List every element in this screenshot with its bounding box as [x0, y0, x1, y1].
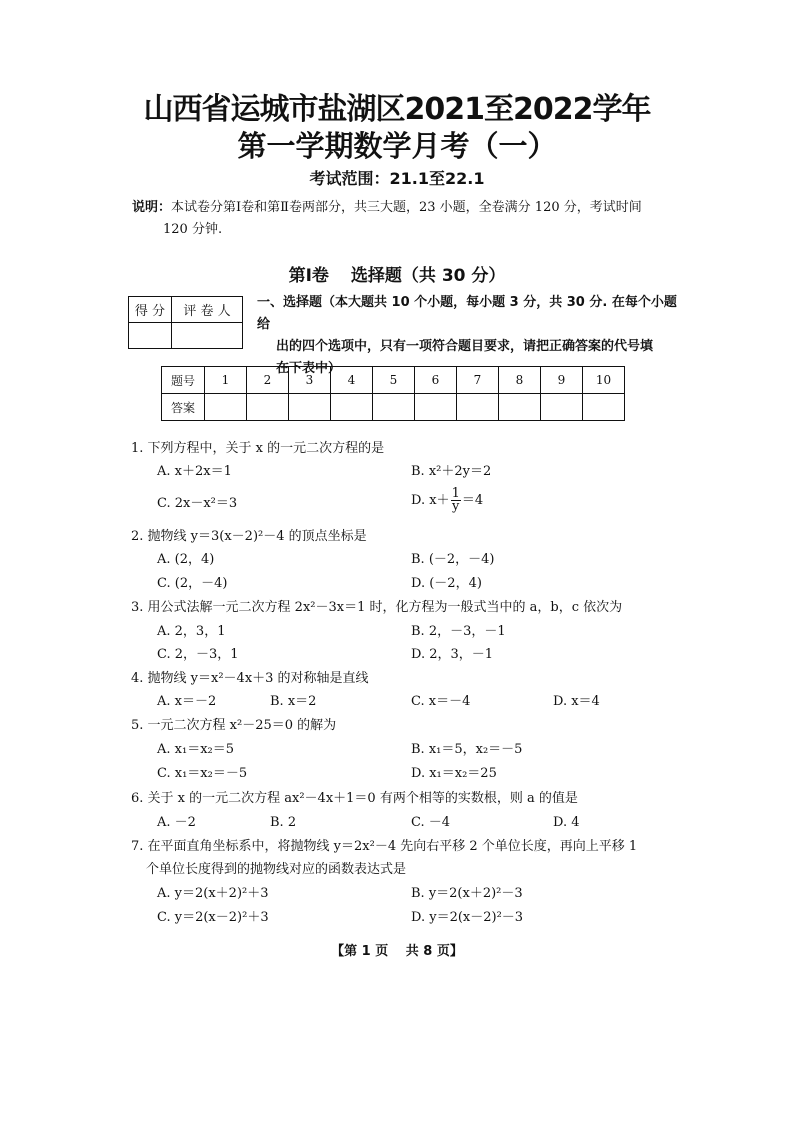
question-7-option-a: A. y＝2(x＋2)²＋3: [157, 886, 269, 901]
answer-cell[interactable]: [499, 394, 541, 421]
answer-cell[interactable]: [457, 394, 499, 421]
question-1-option-d: [411, 488, 483, 513]
question-7-stem-line1: 7. 在平面直角坐标系中，将抛物线 y＝2x²－4 先向右平移 2 个单位长度，再向上平移 1: [131, 839, 638, 854]
question-2-option-d: D. (－2，4): [411, 576, 482, 591]
question-7-option-d: D. y＝2(x－2)²－3: [411, 910, 524, 925]
question-4-option-b: B. x＝2: [270, 694, 317, 709]
exam-note: [132, 197, 672, 241]
answer-table-number-label: 题号: [162, 367, 205, 394]
question-3-stem: 3. 用公式法解一元二次方程 2x²－3x＝1 时，化方程为一般式当中的 a，b，c 依次为: [131, 600, 623, 615]
question-1-option-c: C. 2x－x²＝3: [157, 496, 238, 511]
question-4-option-a: A. x＝－2: [157, 694, 217, 709]
question-3-option-c: C. 2，－3，1: [157, 647, 239, 662]
question-3-option-a: A. 2，3，1: [157, 624, 226, 639]
question-7-stem-line2: 个单位长度得到的抛物线对应的函数表达式是: [146, 862, 407, 877]
answer-table-number: 3: [289, 367, 331, 394]
answer-cell[interactable]: [331, 394, 373, 421]
instructions-line1: 一、选择题（本大题共 10 个小题，每小题 3 分，共 30 分. 在每个小题给: [257, 295, 677, 332]
answer-table-number: 7: [457, 367, 499, 394]
question-6-option-b: B. 2: [270, 815, 297, 830]
answer-table-number: 5: [373, 367, 415, 394]
question-1-option-d-prefix: D. x＋: [411, 493, 450, 508]
page-footer: 【第 1 页 共 8 页】: [331, 944, 463, 959]
fraction-numerator: 1: [451, 486, 460, 501]
score-box: [128, 296, 243, 349]
note-label: 说明：: [132, 200, 172, 215]
question-4-option-c: C. x＝－4: [411, 694, 471, 709]
question-4-option-d: D. x＝4: [553, 694, 600, 709]
question-6-option-d: D. 4: [553, 815, 580, 830]
answer-cell[interactable]: [415, 394, 457, 421]
answer-table-number: 1: [205, 367, 247, 394]
question-2-option-b: B. (－2，－4): [411, 552, 495, 567]
grader-label: 评 卷 人: [172, 297, 243, 323]
question-1-option-b: B. x²＋2y＝2: [411, 464, 492, 479]
section1-title-b: 选择题（共 30 分）: [350, 266, 506, 286]
section1-heading: [0, 261, 794, 286]
answer-table-number: 9: [541, 367, 583, 394]
answer-cell[interactable]: [373, 394, 415, 421]
answer-table-number: 2: [247, 367, 289, 394]
question-2-stem: 2. 抛物线 y＝3(x－2)²－4 的顶点坐标是: [131, 529, 367, 544]
exam-title-line1: 山西省运城市盐湖区2021至2022学年: [143, 92, 651, 127]
answer-cell[interactable]: [289, 394, 331, 421]
question-1-option-a: A. x＋2x＝1: [157, 464, 232, 479]
question-5-option-d: D. x₁＝x₂＝25: [411, 766, 497, 781]
instructions-line3: 在下表中）: [276, 361, 342, 376]
answer-table-number: 6: [415, 367, 457, 394]
answer-cell[interactable]: [541, 394, 583, 421]
instructions-line2: 出的四个选项中，只有一项符合题目要求，请把正确答案的代号填: [276, 339, 654, 354]
note-line1: 本试卷分第Ⅰ卷和第Ⅱ卷两部分，共三大题，23 小题，全卷满分 120 分，考试时间: [171, 200, 642, 215]
answer-cell[interactable]: [247, 394, 289, 421]
question-6-option-a: A. －2: [157, 815, 196, 830]
question-5-option-a: A. x₁＝x₂＝5: [157, 742, 235, 757]
question-3-option-b: B. 2，－3，－1: [411, 624, 506, 639]
score-label: 得 分: [129, 297, 172, 323]
question-4-stem: 4. 抛物线 y＝x²－4x＋3 的对称轴是直线: [131, 671, 369, 686]
answer-table-number: 8: [499, 367, 541, 394]
question-1-option-d-suffix: ＝4: [461, 493, 484, 508]
question-3-option-d: D. 2，3，－1: [411, 647, 494, 662]
score-cell[interactable]: [129, 323, 172, 349]
answer-cell[interactable]: [583, 394, 625, 421]
question-7-option-c: C. y＝2(x－2)²＋3: [157, 910, 269, 925]
answer-table-number: 4: [331, 367, 373, 394]
answer-table: [161, 366, 625, 421]
question-1-stem: 1. 下列方程中，关于 x 的一元二次方程的是: [131, 441, 385, 456]
question-5-stem: 5. 一元二次方程 x²－25＝0 的解为: [131, 718, 337, 733]
answer-table-answer-label: 答案: [162, 394, 205, 421]
note-line2: 120 分钟.: [163, 222, 223, 237]
section1-title-a: 第Ⅰ卷: [288, 266, 329, 286]
grader-cell[interactable]: [172, 323, 243, 349]
question-7-option-b: B. y＝2(x＋2)²－3: [411, 886, 523, 901]
answer-table-number: 10: [583, 367, 625, 394]
answer-cell[interactable]: [205, 394, 247, 421]
question-6-stem: 6. 关于 x 的一元二次方程 ax²－4x＋1＝0 有两个相等的实数根，则 a 的值是: [131, 791, 578, 806]
question-5-option-c: C. x₁＝x₂＝－5: [157, 766, 248, 781]
question-2-option-a: A. (2，4): [157, 552, 215, 567]
question-2-option-c: C. (2，－4): [157, 576, 228, 591]
question-6-option-c: C. －4: [411, 815, 451, 830]
question-5-option-b: B. x₁＝5，x₂＝－5: [411, 742, 523, 757]
exam-scope: 考试范围：21.1至22.1: [309, 169, 485, 188]
fraction-denominator: y: [452, 499, 460, 514]
exam-title-line2: 第一学期数学月考（一）: [237, 129, 557, 163]
fraction: [451, 488, 461, 513]
